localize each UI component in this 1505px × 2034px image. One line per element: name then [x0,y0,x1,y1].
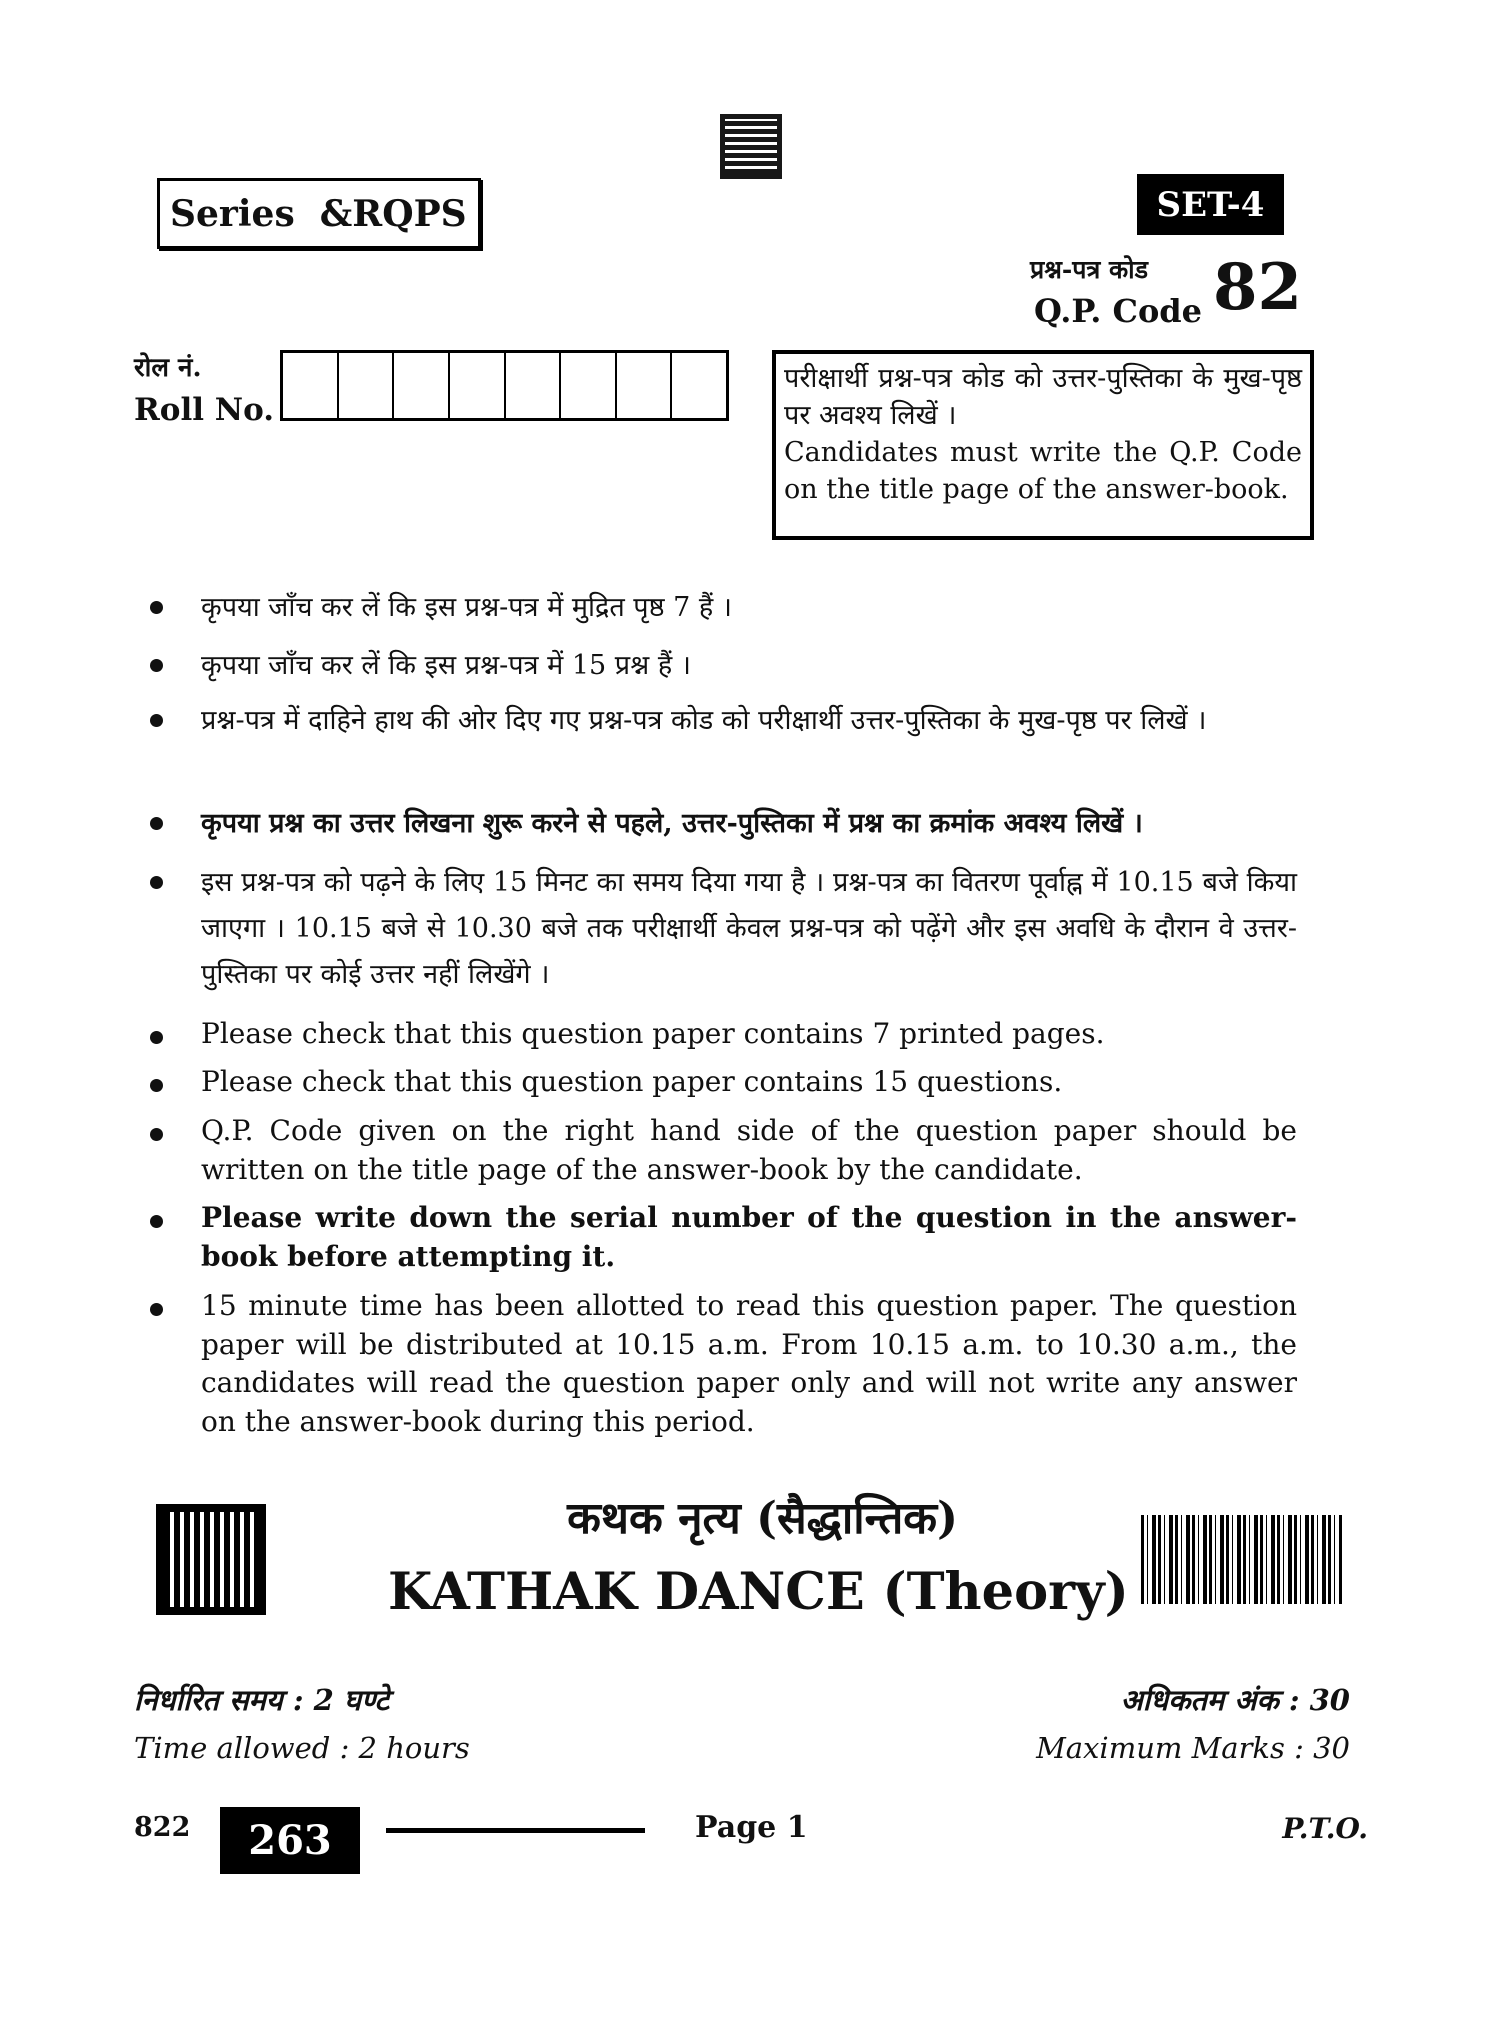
qp-code-value: 82 [1213,250,1303,325]
qr-code-top [720,114,782,179]
pto-label: P.T.O. [1282,1812,1368,1845]
roll-label-hi: रोल नं. [134,353,202,383]
instruction-hi: कृपया जाँच कर लें कि इस प्रश्न-पत्र में मुद्रित पृष्ठ 7 हैं । [201,585,1297,631]
roll-box [283,353,339,418]
barcode [1141,1515,1342,1604]
instruction-hi: कृपया जाँच कर लें कि इस प्रश्न-पत्र में 15 प्रश्न हैं । [201,643,1297,689]
instruction-en: Please check that this question paper contains 7 printed pages. [201,1015,1297,1054]
instruction-en: Please write down the serial number of the question in the answer-book before attempting it. [201,1199,1297,1276]
max-marks: Maximum Marks : 30 [1036,1731,1350,1765]
paper-number-box: 263 [220,1807,360,1874]
paper-code: 822 [134,1812,191,1843]
instruction-en: 15 minute time has been allotted to read this question paper. The question paper will be distributed at 10.15 a.m. From 10.15 a.m. to 10.30 a.m., the candidates will read the question paper only and will not write any answer on the answer-book during this period. [201,1287,1297,1441]
time-allowed-hi: निर्धारित समय : 2 घण्टे [134,1683,390,1717]
qp-code-note [772,350,1314,540]
roll-box [339,353,395,418]
roll-number-boxes [280,350,729,421]
instruction-hi: इस प्रश्न-पत्र को पढ़ने के लिए 15 मिनट का समय दिया गया है । प्रश्न-पत्र का वितरण पूर्वाह्न में 10.15 बजे किया जाएगा । 10.15 बजे से 10.30 बजे तक परीक्षार्थी केवल प्रश्न-पत्र को पढ़ेंगे और इस अवधि के दौरान वे उत्तर-पुस्तिका पर कोई उत्तर नहीं लिखेंगे । [201,860,1297,998]
roll-box [617,353,673,418]
series-box: Series &RQPS [157,178,481,249]
divider [386,1828,645,1833]
set-badge: SET-4 [1137,174,1284,235]
roll-box [672,353,726,418]
instruction-en: Q.P. Code given on the right hand side of the question paper should be written on the title page of the answer-book by the candidate. [201,1112,1297,1189]
subject-title-hi: कथक नृत्य (सैद्धान्तिक) [567,1493,958,1544]
instruction-hi: कृपया प्रश्न का उत्तर लिखना शुरू करने से पहले, उत्तर-पुस्तिका में प्रश्न का क्रमांक अवश्य लिखें । [201,801,1297,847]
note-en: Candidates must write the Q.P. Code on the title page of the answer-book. [784,437,1302,505]
instruction-en: Please check that this question paper contains 15 questions. [201,1063,1297,1102]
qp-code-label-hi: प्रश्न-पत्र कोड [1030,255,1149,284]
time-allowed: Time allowed : 2 hours [134,1731,470,1765]
roll-box [394,353,450,418]
qp-code-label: Q.P. Code [1034,292,1203,330]
roll-label: Roll No. [134,392,275,428]
roll-box [506,353,562,418]
roll-box [450,353,506,418]
page-number: Page 1 [695,1810,808,1845]
subject-title: KATHAK DANCE (Theory) [388,1562,1129,1622]
max-marks-hi: अधिकतम अंक : 30 [1120,1683,1350,1717]
roll-box [561,353,617,418]
instruction-hi: प्रश्न-पत्र में दाहिने हाथ की ओर दिए गए प्रश्न-पत्र कोड को परीक्षार्थी उत्तर-पुस्तिका के मुख-पृष्ठ पर लिखें । [201,698,1297,744]
note-hi: परीक्षार्थी प्रश्न-पत्र कोड को उत्तर-पुस्तिका के मुख-पृष्ठ पर अवश्य लिखें । [784,363,1302,431]
